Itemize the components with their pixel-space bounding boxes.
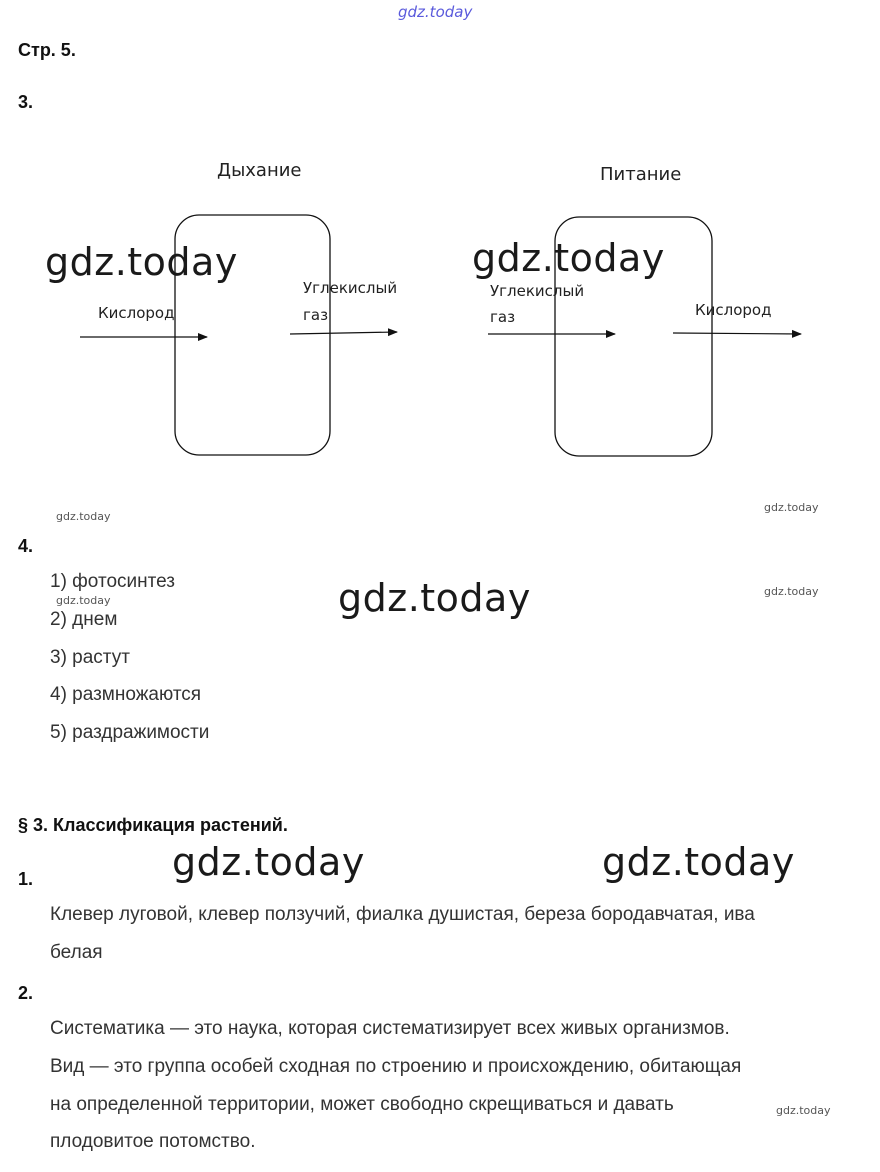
nutrition-title: Питание bbox=[600, 164, 682, 185]
nutrition-input-label-2: газ bbox=[490, 308, 516, 326]
section-task2-line: Систематика — это наука, которая систематизирует всех живых организмов. bbox=[50, 1018, 730, 1039]
watermark-large-1: gdz.today bbox=[45, 240, 238, 284]
section-task2-number: 2. bbox=[18, 983, 34, 1003]
section-task1-number: 1. bbox=[18, 869, 34, 889]
watermark-small-5: gdz.today bbox=[776, 1104, 831, 1117]
watermark-large-5: gdz.today bbox=[602, 840, 795, 884]
watermark-large-2: gdz.today bbox=[472, 236, 665, 280]
watermark-small-1: gdz.today bbox=[56, 510, 111, 523]
section-task2-line: плодовитое потомство. bbox=[50, 1131, 256, 1152]
watermark-large-3: gdz.today bbox=[338, 576, 531, 620]
section-task2-line: на определенной территории, может свободно скрещиваться и давать bbox=[50, 1094, 674, 1115]
task4-item: 3) растут bbox=[50, 647, 130, 668]
page-label: Стр. 5. bbox=[18, 40, 76, 60]
respiration-title: Дыхание bbox=[217, 160, 302, 181]
section-task1-line: белая bbox=[50, 942, 103, 963]
watermark-small-4: gdz.today bbox=[764, 585, 819, 598]
watermark-top: gdz.today bbox=[398, 3, 473, 21]
watermark-small-2: gdz.today bbox=[764, 501, 819, 514]
watermark-large-4: gdz.today bbox=[172, 840, 365, 884]
task4-item: 4) размножаются bbox=[50, 684, 202, 705]
section-task2-line: Вид — это группа особей сходная по строению и происхождению, обитающая bbox=[50, 1056, 742, 1077]
task4-item: 5) раздражимости bbox=[50, 722, 210, 743]
task4-item: 2) днем bbox=[50, 609, 118, 630]
section-heading: § 3. Классификация растений. bbox=[18, 815, 288, 835]
nutrition-input-label-1: Углекислый bbox=[490, 282, 585, 300]
section-task1-line: Клевер луговой, клевер ползучий, фиалка душистая, береза бородавчатая, ива bbox=[50, 904, 755, 925]
task4-number: 4. bbox=[18, 536, 34, 556]
task3-number: 3. bbox=[18, 92, 34, 112]
nutrition-output-label: Кислород bbox=[695, 301, 772, 319]
task4-item: 1) фотосинтез bbox=[50, 571, 175, 592]
respiration-output-label-2: газ bbox=[303, 306, 329, 324]
respiration-output-label-1: Углекислый bbox=[303, 279, 398, 297]
respiration-input-label: Кислород bbox=[98, 304, 175, 322]
watermark-small-3: gdz.today bbox=[56, 594, 111, 607]
respiration-output-arrow bbox=[290, 332, 397, 334]
nutrition-output-arrow bbox=[673, 333, 801, 334]
